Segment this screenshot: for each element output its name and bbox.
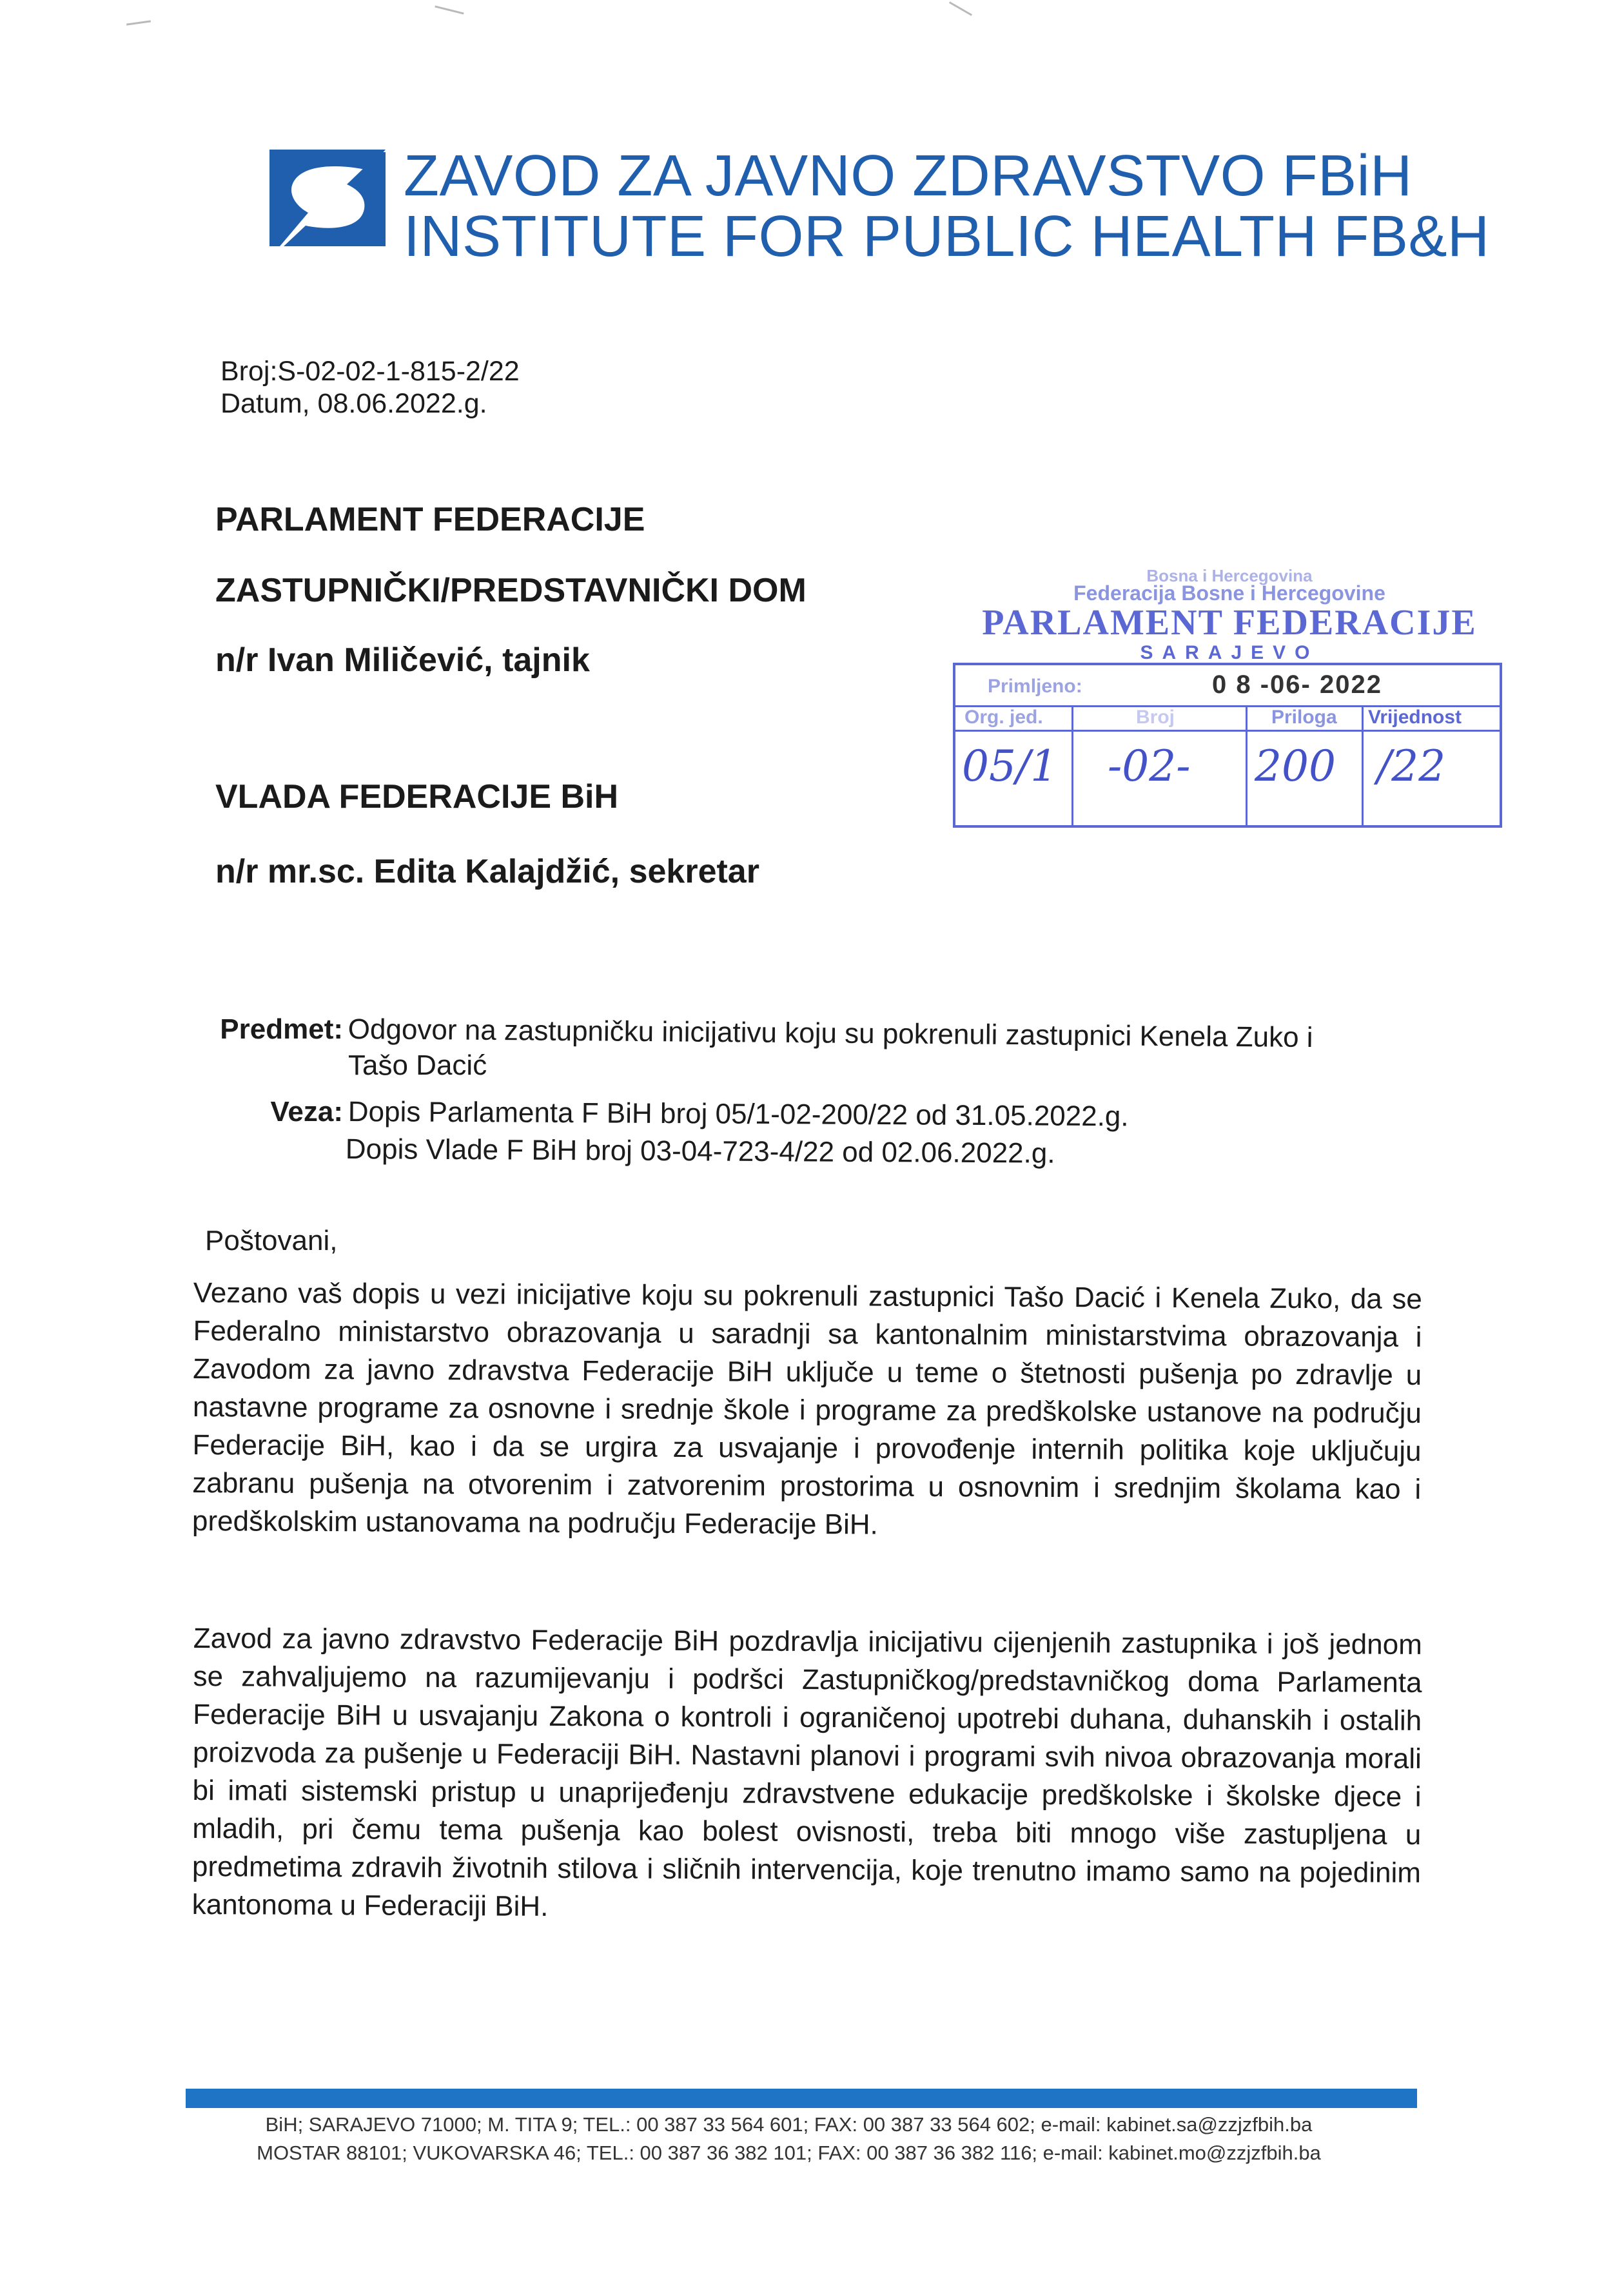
connection-government-letter: Dopis Vlade F BiH broj 03-04-723-4/22 od 02.06.2022.g.	[345, 1133, 1055, 1169]
stamp-hand-vrijednost: /22	[1377, 741, 1446, 791]
institute-logo-icon	[269, 150, 386, 246]
institute-name-local: ZAVOD ZA JAVNO ZDRAVSTVO FBiH	[404, 144, 1413, 208]
institute-name-english: INSTITUTE FOR PUBLIC HEALTH FB&H	[404, 204, 1490, 269]
body-paragraph-2: Zavod za javno zdravstvo Federacije BiH pozdravlja inicijativu cijenjenih zastupnika i još jednom se zahvaljujemo na razumijevanju i podršci Zastupničkog/predstavničkog doma Parlamenta Federacije BiH u usvajanju Zakona o kontroli i ograničenoj upotrebi duhana, duhanskih i ostalih proizvoda za pušenje u Federaciji BiH. Nastavni planovi i programi svih nivoa obrazovanja morali bi imati sistemski pristup u unaprijeđenju zdravstvene edukacije predškolske i školske djece i mladih, pri čemu tema pušenja kao bolest ovisnosti, treba biti mnogo više zastupljena u predmetima zdravih životnih stilova i sličnih intervencija, koje trenutno imamo samo na pojedinim kantonoma u Federaciji BiH.	[191, 1623, 1422, 1922]
subject-text: Odgovor na zastupničku inicijativu koju su pokrenuli zastupnici Kenela Zuko i	[347, 1013, 1313, 1054]
subject-label: Predmet:	[220, 1013, 343, 1045]
recipient-house: ZASTUPNIČKI/PREDSTAVNIČKI DOM	[215, 572, 807, 609]
recipient-government: VLADA FEDERACIJE BiH	[215, 778, 619, 815]
stamp-table	[953, 663, 1502, 828]
stamp-col-broj: Broj	[1136, 707, 1175, 728]
stamp-hand-org: 05/1	[962, 741, 1058, 791]
recipient-parliament: PARLAMENT FEDERACIJE	[215, 501, 645, 538]
scan-mark	[435, 5, 464, 14]
stamp-country: Bosna i Hercegovina	[1146, 566, 1313, 585]
stamp-col-vrijednost: Vrijednost	[1368, 707, 1462, 728]
stamp-received-label: Primljeno:	[988, 676, 1082, 697]
scan-mark	[949, 1, 972, 16]
salutation: Poštovani,	[205, 1225, 338, 1256]
stamp-hand-priloga: 200	[1255, 741, 1336, 791]
stamp-federation: Federacija Bosne i Hercegovine	[1073, 581, 1385, 605]
stamp-received-date: 0 8 -06- 2022	[1212, 670, 1382, 699]
stamp-col-org: Org. jed.	[964, 707, 1043, 728]
stamp-parliament: PARLAMENT FEDERACIJE	[982, 603, 1477, 643]
scan-mark	[126, 20, 151, 25]
connection-parliament-letter: Dopis Parlamenta F BiH broj 05/1-02-200/22 od 31.05.2022.g.	[347, 1096, 1129, 1133]
recipient-attention-government-secretary: n/r mr.sc. Edita Kalajdžić, sekretar	[215, 853, 759, 890]
parliament-received-stamp	[953, 566, 1506, 832]
reference-date: Datum, 08.06.2022.g.	[220, 388, 487, 419]
footer-bar	[186, 2089, 1417, 2108]
footer-sarajevo-contact: BiH; SARAJEVO 71000; M. TITA 9; TEL.: 00 387 33 564 601; FAX: 00 387 33 564 602; e-mail: kabinet.sa@zzjzfbih.ba	[265, 2113, 1313, 2136]
stamp-city: SARAJEVO	[1140, 642, 1319, 663]
footer-mostar-contact: MOSTAR 88101; VUKOVARSKA 46; TEL.: 00 387 36 382 101; FAX: 00 387 36 382 116; e-mail: kabinet.mo@zzjzfbih.ba	[257, 2142, 1321, 2164]
stamp-hand-broj: -02-	[1108, 741, 1191, 791]
recipient-attention-secretary: n/r Ivan Miličević, tajnik	[215, 641, 590, 679]
subject-text-continued: Tašo Dacić	[348, 1049, 487, 1081]
body-paragraph-1: Vezano vaš dopis u vezi inicijative koju su pokrenuli zastupnici Tašo Dacić i Kenela Zuko, da se Federalno ministarstvo obrazovanja u saradnji sa kantonalnim ministarstvima obrazovanja i Zavodom za javno zdravstva Federacije BiH uključe u teme o štetnosti pušenja po zdravlje u nastavne programe za osnovne i srednje škole i programe za predškolske ustanove na području Federacije BiH, kao i da se urgira za usvajanje i provođenje internih politika koje uključuju zabranu pušenja na otvorenim i zatvorenim prostorima u osnovnim i srednjim školama kao i predškolskim ustanovama na području Federacije BiH.	[191, 1276, 1422, 1541]
reference-number: Broj:S-02-02-1-815-2/22	[220, 356, 520, 387]
connection-label: Veza:	[270, 1096, 343, 1127]
stamp-col-priloga: Priloga	[1271, 707, 1337, 728]
